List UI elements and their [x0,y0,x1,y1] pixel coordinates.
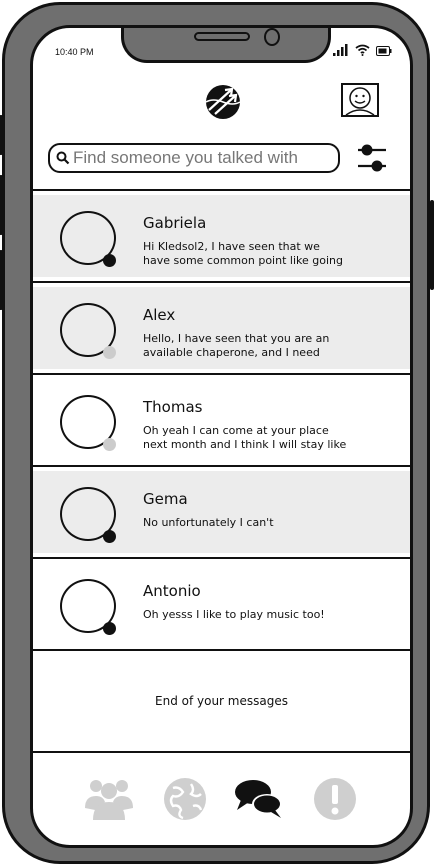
app-header [33,78,410,138]
end-of-messages-text: End of your messages [155,694,288,708]
online-status-dot [103,530,116,543]
logo-icon [203,82,243,122]
online-status-dot [103,622,116,635]
people-icon[interactable] [83,776,135,822]
conversation-item[interactable] [33,557,410,649]
search-box[interactable] [48,143,340,173]
message-preview [143,608,373,622]
notch [121,25,331,63]
search-icon [56,151,70,165]
conversation-item[interactable] [33,281,410,373]
alert-icon[interactable] [309,776,361,822]
camera [264,28,280,46]
preview-line: Hello, I have seen that you are an [143,332,330,345]
status-time: 10:40 PM [55,47,94,57]
preview-line: Oh yeah I can come at your place [143,424,329,437]
message-preview [143,516,373,530]
preview-line: have some common point like going [143,254,343,267]
online-status-dot [103,254,116,267]
conversation-item[interactable] [33,373,410,465]
contact-name: Gema [143,490,188,508]
search-input[interactable] [73,148,333,168]
status-icons [333,44,392,56]
side-button [0,115,3,155]
battery-icon [376,46,392,56]
wifi-icon [355,44,370,56]
bottom-nav [33,776,410,826]
speaker [194,32,250,41]
contact-name: Thomas [143,398,203,416]
side-button [430,200,434,290]
message-preview [143,240,373,268]
signal-icon [333,44,349,56]
contact-name: Antonio [143,582,201,600]
conversation-item[interactable] [33,465,410,557]
conversation-list [33,189,410,753]
preview-line: available chaperone, and I need [143,346,320,359]
preview-line: Hi Kledsol2, I have seen that we [143,240,320,253]
side-button [0,175,3,235]
globe-icon[interactable] [159,776,211,822]
message-preview [143,424,373,452]
user-face-icon [343,85,377,115]
contact-name: Alex [143,306,176,324]
preview-line: next month and I think I will stay like [143,438,347,451]
online-status-dot [103,346,116,359]
preview-line: No unfortunately I can't [143,516,274,529]
profile-button[interactable] [341,83,379,117]
conversation-item[interactable] [33,189,410,281]
phone-frame [2,2,430,864]
phone-screen [30,25,413,848]
preview-line: Oh yesss I like to play music too! [143,608,325,621]
side-button [0,250,3,310]
end-of-list [33,649,410,753]
chat-icon[interactable] [233,776,285,822]
filter-sliders-icon[interactable] [355,142,389,174]
message-preview [143,332,373,360]
online-status-dot [103,438,116,451]
contact-name: Gabriela [143,214,207,232]
